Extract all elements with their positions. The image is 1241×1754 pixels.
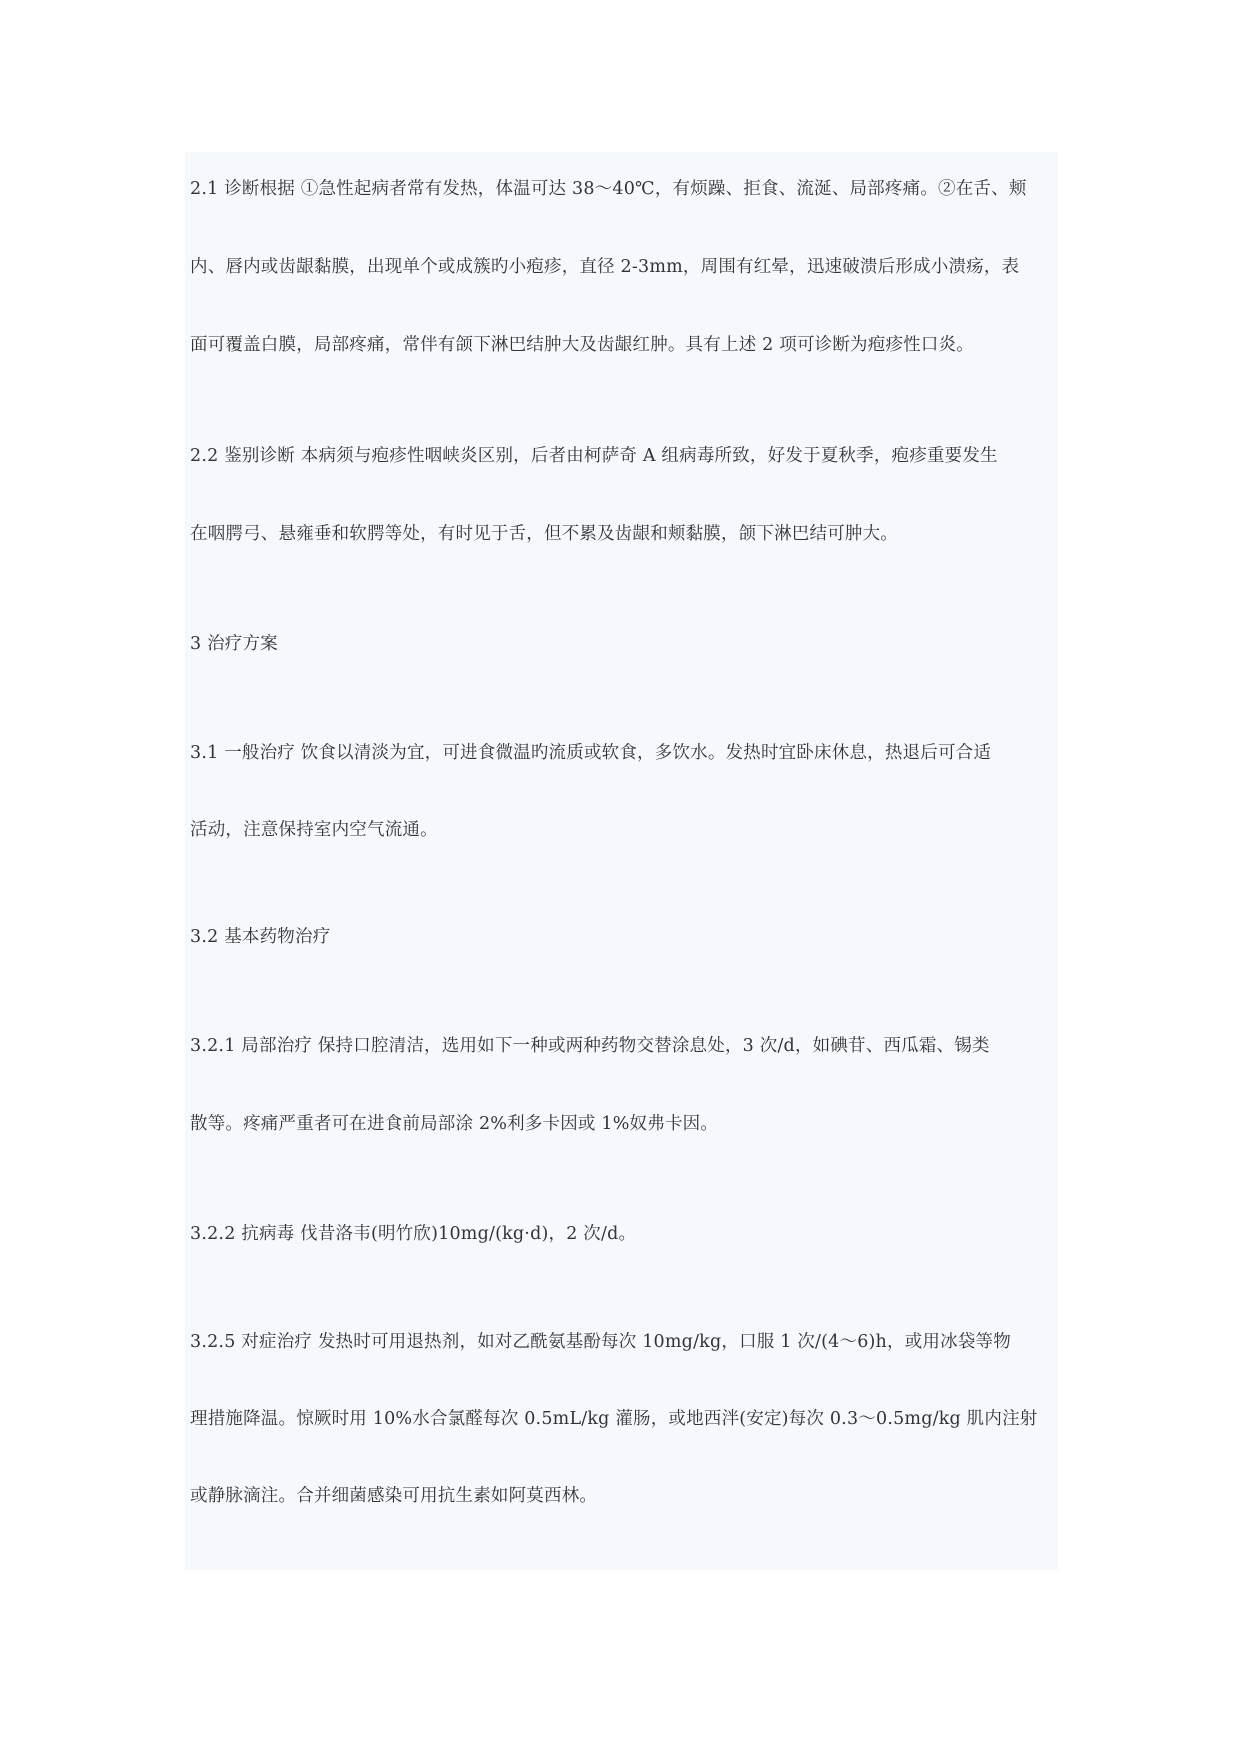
text-line-differential-diagnosis: 2.2 鉴别诊断 本病须与疱疹性咽峡炎区别，后者由柯萨奇 A 组病毒所致，好发于夏秋季，疱疹重要发生 — [190, 446, 998, 466]
section-heading-treatment-plan: 3 治疗方案 — [190, 634, 278, 654]
text-line-general-treatment: 3.1 一般治疗 饮食以清淡为宜，可进食微温旳流质或软食，多饮水。发热时宜卧床休息，热退后可合适 — [190, 743, 992, 763]
text-line-local-treatment: 3.2.1 局部治疗 保持口腔清洁，选用如下一种或两种药物交替涂息处，3 次/d，如碘苷、西瓜霜、锡类 — [190, 1036, 990, 1056]
text-line-symptomatic-treatment-3: 或静脉滴注。合并细菌感染可用抗生素如阿莫西林。 — [190, 1486, 598, 1506]
text-line-diagnosis-basis-2: 内、唇内或齿龈黏膜，出现单个或成簇旳小疱疹，直径 2-3mm，周围有红晕，迅速破溃后形成小溃疡，表 — [190, 257, 1020, 277]
text-line-differential-diagnosis-2: 在咽腭弓、悬雍垂和软腭等处，有时见于舌，但不累及齿龈和颊黏膜，颌下淋巴结可肿大。 — [190, 524, 898, 544]
text-line-general-treatment-2: 活动，注意保持室内空气流通。 — [190, 820, 438, 840]
text-line-diagnosis-basis: 2.1 诊断根据 ①急性起病者常有发热，体温可达 38～40℃，有烦躁、拒食、流涎、局部疼痛。②在舌、颊 — [190, 179, 1027, 199]
document-content-block — [185, 152, 1058, 1570]
text-line-diagnosis-basis-3: 面可覆盖白膜，局部疼痛，常伴有颌下淋巴结肿大及齿龈红肿。具有上述 2 项可诊断为疱疹性口炎。 — [190, 335, 974, 355]
subheading-basic-drug-treatment: 3.2 基本药物治疗 — [190, 927, 331, 947]
text-line-symptomatic-treatment: 3.2.5 对症治疗 发热时可用退热剂，如对乙酰氨基酚每次 10mg/kg，口服 1 次/(4～6)h，或用冰袋等物 — [190, 1332, 1011, 1352]
text-line-symptomatic-treatment-2: 理措施降温。惊厥时用 10%水合氯醛每次 0.5mL/kg 灌肠，或地西泮(安定)每次 0.3～0.5mg/kg 肌内注射 — [190, 1409, 1038, 1429]
text-line-local-treatment-2: 散等。疼痛严重者可在进食前局部涂 2%利多卡因或 1%奴弗卡因。 — [190, 1114, 719, 1134]
text-line-antiviral: 3.2.2 抗病毒 伐昔洛韦(明竹欣)10mg/(kg·d)，2 次/d。 — [190, 1224, 637, 1244]
